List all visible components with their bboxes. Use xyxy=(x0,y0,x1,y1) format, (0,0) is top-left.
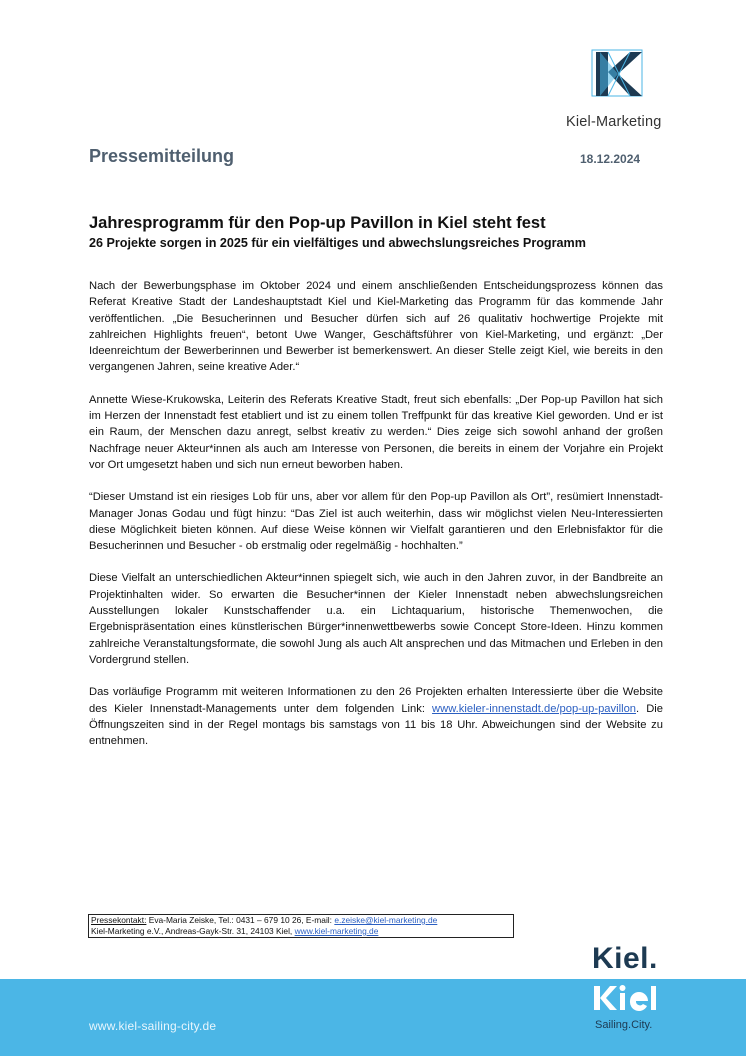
press-release-title: Jahresprogramm für den Pop-up Pavillon in Kiel steht fest xyxy=(89,214,546,232)
kiel-mirrored-logo-icon xyxy=(592,982,664,1014)
contact-label: Pressekontakt: xyxy=(91,915,147,925)
body-paragraph-3: “Dieser Umstand ist ein riesiges Lob für uns, aber vor allem für den Pop-up Pavillon als Ort”, resümiert Innenstadt-Manager Jonas Godau und fügt hinzu: “Das Ziel ist auch weiterhin, dass wir möglichst vielen Neu-Interessierten diese Möglichkeit bieten können. Auf diese Weise können wir Vielfalt garantieren und den Erlebnisfaktor für die Besucherinnen und Besucher - ob erstmalig oder regelmäßig - hochhalten.” xyxy=(89,491,663,553)
body-paragraph-1: Nach der Bewerbungsphase im Oktober 2024 und einem anschließenden Entscheidungsprozess können das Referat Kreative Stadt der Landeshauptstadt Kiel und Kiel-Marketing das Programm für das kommende Jahr veröffentlichen. „Die Besucherinnen und Besucher dürfen sich auf 26 qualitativ hochwertige Projekte mit zahlreichen Highlights freuen“, betont Uwe Wanger, Geschäftsführer von Kiel-Marketing, und ergänzt: „Der Ideenreichtum der Bewerberinnen und Bewerber ist bemerkenswert. An dieser Stelle zeigt Kiel, wie bereits in den vergangenen Jahren, seine kreative Ader.“ xyxy=(89,280,663,374)
body-paragraph-2: Annette Wiese-Krukowska, Leiterin des Referats Kreative Stadt, freut sich ebenfalls: „Der Pop-up Pavillon hat sich im Herzen der Innenstadt fest etabliert und ist zu einem tollen Treffpunkt für das kreative Kiel geworden. Und er ist ein Raum, der Menschen dazu anregt, selbst kreativ zu werden.“ Dies zeige sich sowohl anhand der großen Nachfrage neuer Akteur*innen als auch am Interesse von Personen, die bereits in einem der Vorjahre ein Projekt vor Ort umgesetzt haben und sich nun erneut beworben haben. xyxy=(89,393,663,471)
kiel-marketing-website-link[interactable]: www.kiel-marketing.de xyxy=(294,926,379,936)
contact-line-2 xyxy=(91,926,511,937)
sailing-city-slogan: Sailing.City. xyxy=(595,1019,653,1031)
press-contact-box xyxy=(88,914,514,938)
contact-email-link[interactable]: e.zeiske@kiel-marketing.de xyxy=(334,915,438,925)
body-paragraph-5 xyxy=(89,684,663,749)
brand-name: Kiel-Marketing xyxy=(566,114,662,130)
paragraph-5-text-start: Das vorläufige Programm mit weiteren Informationen zu den 26 Projekten erhalten Interessierte über die Website des Kieler Innenstadt-Managements unter dem folgenden Link: xyxy=(89,686,663,715)
document-date: 18.12.2024 xyxy=(580,152,641,166)
paragraph-5-text-end: . Die Öffnungszeiten sind in der Regel montags bis samstags von 11 bis 18 Uhr. Abweichungen sind der Website zu entnehmen. xyxy=(89,702,663,748)
pop-up-pavillon-link[interactable]: www.kieler-innenstadt.de/pop-up-pavillon xyxy=(432,702,637,715)
footer-website-url: www.kiel-sailing-city.de xyxy=(89,1019,217,1033)
press-release-subtitle: 26 Projekte sorgen in 2025 für ein vielfältiges und abwechslungsreiches Programm xyxy=(89,236,586,250)
body-paragraph-4: Diese Vielfalt an unterschiedlichen Akteur*innen spiegelt sich, wie auch in den Jahren zuvor, in der Bandbreite an Projektinhalten wider. So erwarten die Besucher*innen der Kieler Innenstadt neben abwechslungsreichen Ausstellungen lokaler Kunstschaffender u.a. ein Lichtaquarium, historische Themenwochen, die Ergebnispräsentation eines künstlerischen Bürger*innenwettbewerbs sowie Concept Store-Ideen. Hinzu kommen zahlreiche Veranstaltungsformate, die sowohl Jung als auch Alt ansprechen und das Mitmachen und Erleben in den Vordergrund stellen. xyxy=(89,572,663,666)
contact-person: Eva-Maria Zeiske, Tel.: 0431 – 679 10 26, E-mail: xyxy=(146,915,335,925)
press-release-body xyxy=(89,278,663,765)
document-type-heading: Pressemitteilung xyxy=(89,146,235,166)
contact-line-1 xyxy=(91,915,511,926)
kiel-marketing-logo-icon xyxy=(588,48,646,100)
kiel-sailing-city-logo-word: Kiel. xyxy=(592,942,658,975)
contact-address: Kiel-Marketing e.V., Andreas-Gayk-Str. 31, 24103 Kiel, xyxy=(91,926,295,936)
